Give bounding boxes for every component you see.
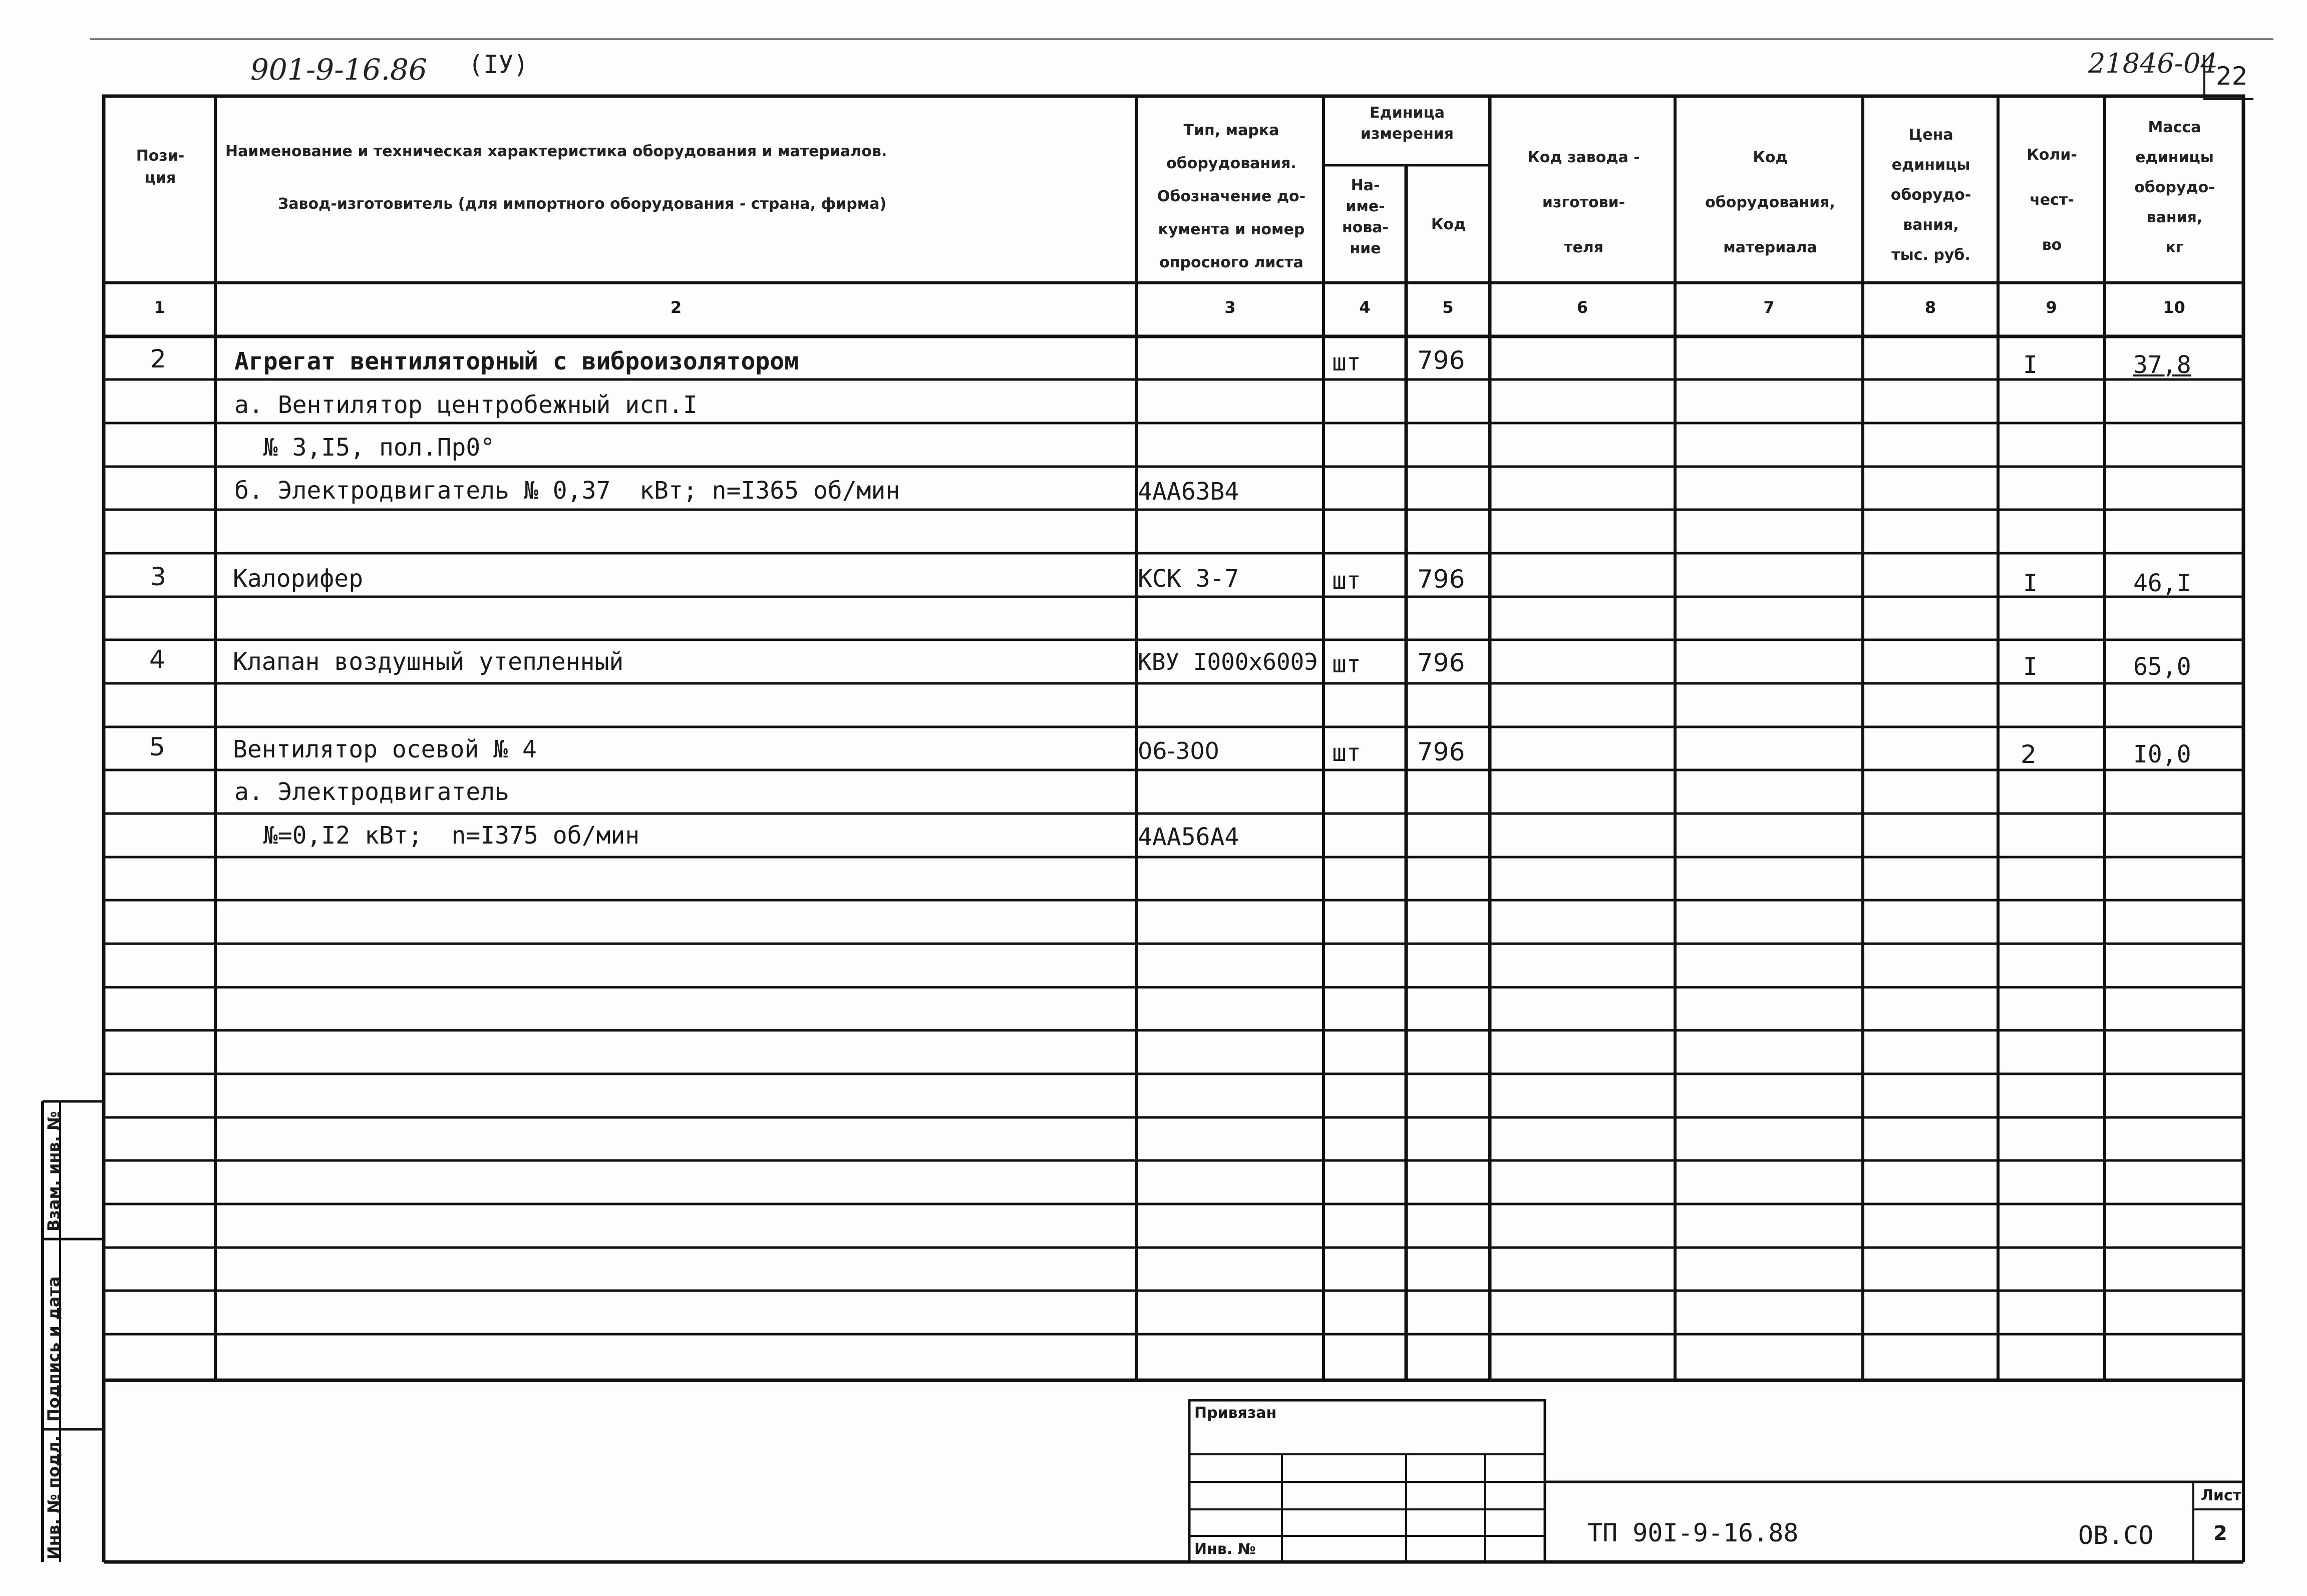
- stamp-inv-no: Инв. №: [1194, 1540, 1256, 1558]
- table-row-code: 796: [1417, 565, 1465, 594]
- header-name-line1: Наименование и техническая характеристика оборудования и материалов.: [225, 143, 887, 160]
- table-row-type: 4АА63В4: [1138, 478, 1239, 506]
- header-position: Пози- ция: [136, 147, 185, 187]
- stamp-sheet-label: Лист: [2201, 1487, 2242, 1504]
- side-label-inv-original: Инв. № подл.: [44, 1435, 63, 1559]
- col-number-6: 6: [1576, 298, 1588, 317]
- table-row-name: а. Электродвигатель: [234, 778, 510, 806]
- stamp-privyazan: Привязан: [1194, 1404, 1277, 1422]
- table-row-mass: 46,I: [2133, 569, 2191, 597]
- table-row-name: № 3,I5, пол.Пр0°: [234, 434, 495, 462]
- header-equip-code: Код оборудования, материала: [1705, 149, 1835, 256]
- volume-label: (IУ): [468, 50, 529, 79]
- table-row-name: Агрегат вентиляторный с виброизолятором: [234, 347, 799, 375]
- table-row-type: КВУ I000х600Э: [1138, 648, 1319, 675]
- table-row-pos: 2: [150, 344, 166, 373]
- side-label-signature-date: Подпись и дата: [44, 1276, 63, 1422]
- page-number: 22: [2216, 62, 2248, 91]
- col-number-5: 5: [1442, 298, 1454, 317]
- table-row-name: Клапан воздушный утепленный: [233, 648, 624, 676]
- table-row-name: Калорифер: [233, 565, 364, 593]
- table-row-unit: шт: [1332, 739, 1361, 767]
- stamp-mark: ОВ.СО: [2078, 1521, 2154, 1550]
- table-row-name: б. Электродвигатель № 0,37 кВт; n=I365 об/мин: [234, 477, 900, 505]
- table-row-qty: I: [2023, 653, 2038, 681]
- table-row-mass: I0,0: [2133, 740, 2191, 768]
- table-row-mass: 65,0: [2133, 653, 2191, 681]
- table-row-unit: шт: [1332, 650, 1361, 678]
- table-row-qty: I: [2023, 569, 2038, 597]
- header-mass: Масса единицы оборудо- вания, кг: [2134, 119, 2215, 256]
- col-number-9: 9: [2046, 298, 2057, 317]
- table-row-code: 796: [1417, 648, 1465, 677]
- table-row-pos: 3: [150, 562, 166, 591]
- table-row-unit: шт: [1332, 567, 1361, 595]
- col-number-1: 1: [154, 298, 165, 317]
- header-type: Тип, марка оборудования. Обозначение до- кумента и номер опросного листа: [1157, 122, 1306, 271]
- side-label-replace-inv: Взам. инв. №: [44, 1111, 63, 1232]
- table-row-type: 4АА56А4: [1138, 823, 1239, 851]
- col-number-3: 3: [1224, 298, 1236, 317]
- table-row-name: Вентилятор осевой № 4: [233, 735, 537, 763]
- table-row-name: №=0,I2 кВт; n=I375 об/мин: [234, 822, 640, 850]
- col-number-2: 2: [670, 298, 682, 317]
- table-row-name: а. Вентилятор центробежный исп.I: [234, 391, 698, 419]
- table-row-pos: 5: [149, 732, 165, 761]
- header-unit-name: На- име- нова- ние: [1342, 177, 1389, 257]
- col-number-8: 8: [1924, 298, 1936, 317]
- stamp-project-code: ТП 90I-9-16.88: [1587, 1518, 1799, 1547]
- table-row-type: 06-300: [1138, 737, 1219, 764]
- table-row-qty: 2: [2021, 740, 2037, 769]
- stamp-sheet-value: 2: [2213, 1522, 2227, 1545]
- header-qty: Коли- чест- во: [2027, 146, 2077, 254]
- table-row-unit: шт: [1332, 348, 1361, 376]
- table-row-qty: I: [2023, 351, 2038, 379]
- inventory-number: 21846-04: [2088, 48, 2218, 79]
- table-row-type: КСК 3-7: [1138, 565, 1239, 593]
- table-row-code: 796: [1417, 737, 1465, 766]
- header-name-line2: Завод-изготовитель (для импортного оборудования - страна, фирма): [278, 195, 887, 213]
- header-unit-code: Код: [1431, 216, 1466, 233]
- col-number-7: 7: [1763, 298, 1775, 317]
- header-unit-group: Единица измерения: [1360, 104, 1454, 143]
- table-row-pos: 4: [149, 645, 165, 674]
- doc-code-handwritten: 901-9-16.86: [250, 53, 427, 87]
- col-number-4: 4: [1359, 298, 1371, 317]
- table-row-mass: 37,8: [2133, 351, 2191, 379]
- col-number-10: 10: [2163, 298, 2185, 317]
- header-price: Цена единицы оборудо- вания, тыс. руб.: [1890, 126, 1971, 264]
- table-row-code: 796: [1417, 346, 1465, 375]
- header-plant-code: Код завода - изготови- теля: [1527, 149, 1640, 256]
